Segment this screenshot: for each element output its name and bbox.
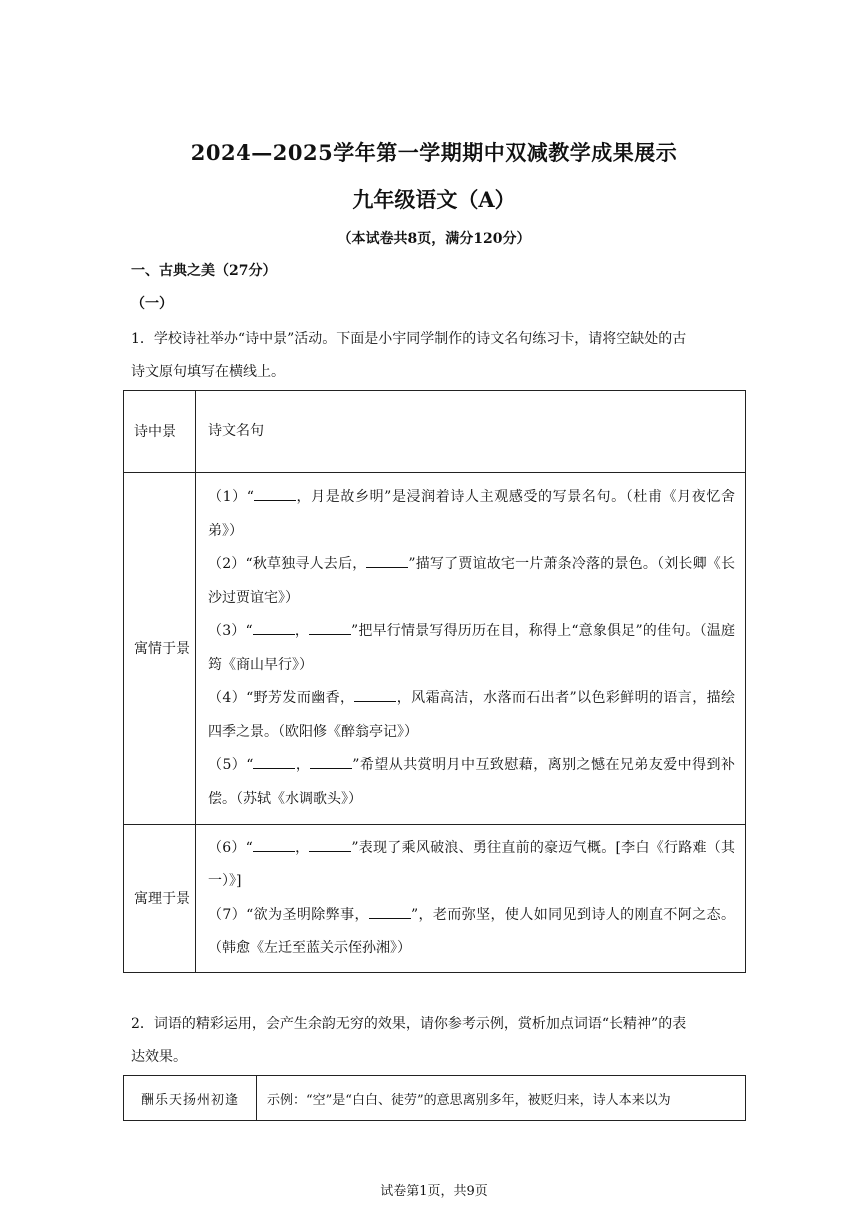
exam-title: 2024—2025学年第一学期期中双减教学成果展示 (190, 140, 678, 165)
item-1: （1）“ ，月是故乡明”是浸润着诗人主观感受的写景名句。（杜甫《月夜忆舍弟》） (208, 481, 735, 548)
answer-blank[interactable] (309, 618, 351, 635)
question-1-intro (131, 323, 746, 389)
question-1-line-1: 1．学校诗社举办“诗中景”活动。下面是小宇同学制作的诗文名句练习卡，请将空缺处的古 (131, 331, 687, 347)
row-label-emotion: 寓情于景 (124, 473, 196, 825)
exam-note: （本试卷共8页，满分120分） (337, 231, 531, 247)
answer-blank[interactable] (310, 752, 352, 769)
question-1-line-2: 诗文原句填写在横线上。 (131, 364, 285, 380)
row-label-reason: 寓理于景 (124, 825, 196, 973)
question-2-line-2: 达效果。 (131, 1049, 187, 1065)
example-poem-title: 酬乐天扬州初逢 (124, 1076, 257, 1121)
answer-blank[interactable] (253, 618, 295, 635)
section-heading: 一、古典之美（27分） (131, 263, 277, 279)
item-4: （4）“野芳发而幽香， ，风霜高洁，水落而石出者”以色彩鲜明的语言，描绘四季之景。（欧阳修《醉翁亭记》） (208, 682, 735, 749)
question-2-intro (131, 1008, 746, 1074)
answer-blank[interactable] (253, 835, 295, 852)
item-6: （6）“ ， ”表现了乘风破浪、勇往直前的豪迈气概。[李白《行路难（其一）》] (208, 832, 735, 899)
item-5: （5）“ ， ”希望从共赏明月中互致慰藉，离别之憾在兄弟友爱中得到补偿。（苏轼《水调歌头》） (208, 749, 735, 816)
item-7: （7）“欲为圣明除弊事， ”，老而弥坚，使人如同见到诗人的刚直不阿之态。（韩愈《左迁至蓝关示侄孙湘》） (208, 899, 735, 966)
page-footer: 试卷第1页，共9页 (380, 1184, 488, 1199)
answer-blank[interactable] (354, 685, 396, 702)
answer-blank[interactable] (254, 484, 296, 501)
row-content-reason (196, 825, 746, 973)
exam-subtitle: 九年级语文（A） (352, 187, 516, 212)
example-table (123, 1075, 746, 1121)
example-text: 示例：“空”是“白白、徒劳”的意思离别多年，被贬归来，诗人本来以为 (257, 1076, 746, 1121)
row-content-emotion (196, 473, 746, 825)
question-2-line-1: 2．词语的精彩运用，会产生余韵无穷的效果，请你参考示例，赏析加点词语“长精神”的表 (131, 1016, 687, 1032)
answer-blank[interactable] (253, 752, 295, 769)
answer-blank[interactable] (309, 835, 351, 852)
header-cell-scene: 诗中景 (124, 391, 196, 473)
item-2: （2）“秋草独寻人去后， ”描写了贾谊故宅一片萧条冷落的景色。（刘长卿《长沙过贾谊宅》） (208, 548, 735, 615)
answer-blank[interactable] (366, 551, 408, 568)
answer-blank[interactable] (369, 902, 411, 919)
subsection-heading: （一） (131, 296, 173, 312)
poem-practice-table (123, 390, 746, 973)
header-cell-lines: 诗文名句 (196, 391, 746, 473)
item-3: （3）“ ， ”把早行情景写得历历在目，称得上“意象俱足”的佳句。（温庭筠《商山早行》） (208, 615, 735, 682)
